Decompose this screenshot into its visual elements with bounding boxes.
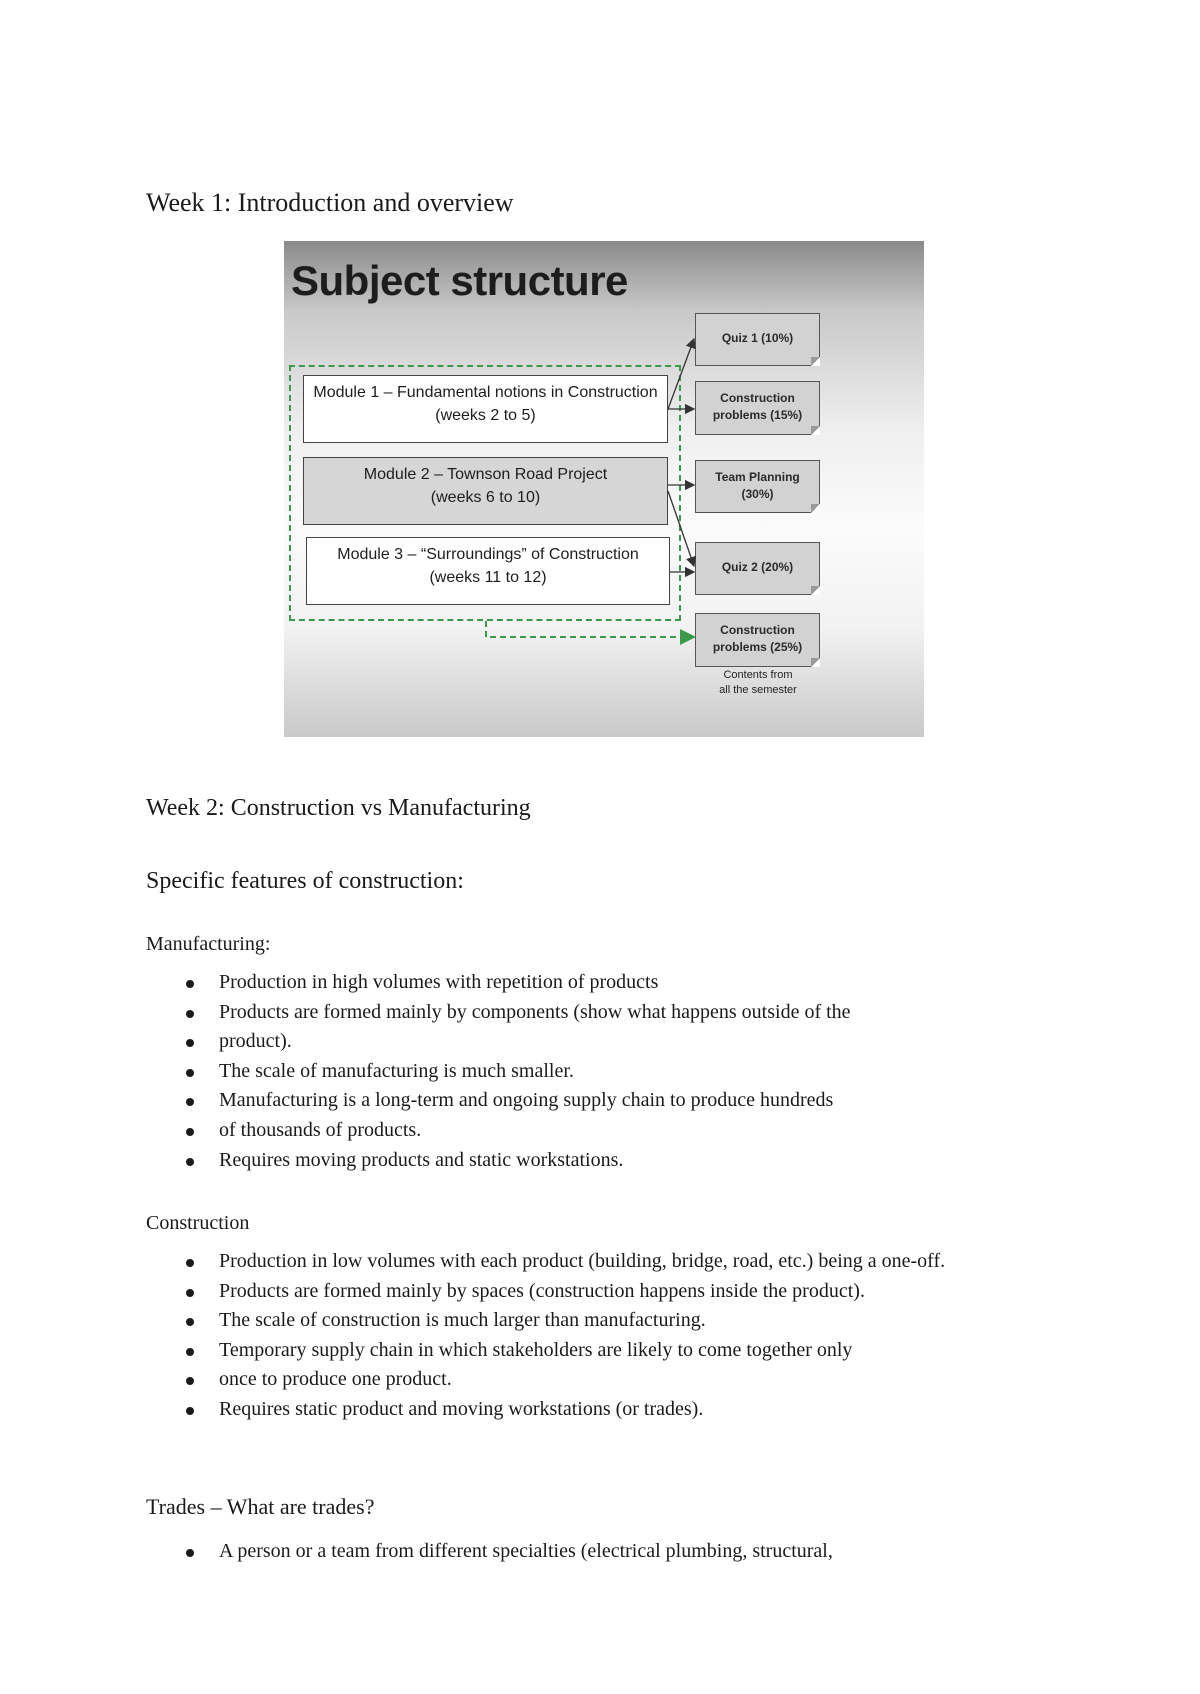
assessment-cp1-line1: Construction — [720, 391, 795, 405]
trades-bullet-item: A person or a team from different specialties (electrical plumbing, structural, — [146, 1537, 1146, 1567]
module-2-title: Module 2 – Townson Road Project — [363, 466, 608, 483]
module-1-weeks: (weeks 2 to 5) — [435, 407, 536, 424]
assessment-cp2-line1: Construction — [720, 623, 795, 637]
arrow-m1-quiz1 — [668, 339, 694, 409]
manufacturing-bullet-item: The scale of manufacturing is much smaller. — [146, 1057, 1146, 1087]
week1-heading: Week 1: Introduction and overview — [146, 188, 514, 217]
assessment-quiz-1-label: Quiz 1 (10%) — [721, 331, 794, 345]
module-3-weeks: (weeks 11 to 12) — [429, 569, 547, 586]
construction-label: Construction — [146, 1212, 250, 1234]
arrow-all-cp2 — [486, 621, 694, 637]
manufacturing-bullet-item: Production in high volumes with repetition of products — [146, 968, 1146, 998]
manufacturing-bullet-item: Manufacturing is a long-term and ongoing supply chain to produce hundreds — [146, 1086, 1146, 1116]
assessment-cp1-line2: problems (15%) — [712, 408, 803, 422]
manufacturing-bullet-item: of thousands of products. — [146, 1116, 1146, 1146]
construction-bullet-item: Products are formed mainly by spaces (construction happens inside the product). — [146, 1277, 1146, 1307]
module-3-title: Module 3 – “Surroundings” of Construction — [337, 546, 639, 563]
module-2-weeks: (weeks 6 to 10) — [430, 489, 541, 506]
arrow-m2-quiz2 — [668, 491, 694, 566]
assessment-quiz-2-label: Quiz 2 (20%) — [721, 560, 794, 574]
week2-heading: Week 2: Construction vs Manufacturing — [146, 795, 531, 821]
trades-list — [146, 1537, 1146, 1567]
module-1-title: Module 1 – Fundamental notions in Construction — [313, 384, 658, 401]
construction-bullet-item: once to produce one product. — [146, 1365, 1146, 1395]
assessment-cp2-line2: problems (25%) — [712, 640, 803, 654]
footnote-line2: all the semester — [719, 684, 797, 696]
manufacturing-bullet-item: Products are formed mainly by components (show what happens outside of the — [146, 998, 1146, 1028]
assessment-tp-line2: (30%) — [741, 487, 774, 501]
slide-title: Subject structure — [291, 257, 628, 304]
construction-bullet-item: Production in low volumes with each product (building, bridge, road, etc.) being a one-off. — [146, 1247, 1146, 1277]
manufacturing-label: Manufacturing: — [146, 933, 271, 955]
manufacturing-list — [146, 968, 1146, 1175]
construction-bullet-item: Requires static product and moving workstations (or trades). — [146, 1395, 1146, 1425]
assessment-tp-line1: Team Planning — [715, 470, 800, 484]
trades-heading: Trades – What are trades? — [146, 1494, 375, 1519]
connector-arrows — [284, 241, 924, 737]
manufacturing-bullet-item: Requires moving products and static workstations. — [146, 1146, 1146, 1176]
footnote-line1: Contents from — [723, 669, 793, 681]
construction-bullet-item: Temporary supply chain in which stakeholders are likely to come together only — [146, 1336, 1146, 1366]
construction-bullet-item: The scale of construction is much larger than manufacturing. — [146, 1306, 1146, 1336]
features-subheading: Specific features of construction: — [146, 868, 464, 894]
construction-list — [146, 1247, 1146, 1425]
manufacturing-bullet-item: product). — [146, 1027, 1146, 1057]
subject-structure-slide — [284, 241, 924, 737]
